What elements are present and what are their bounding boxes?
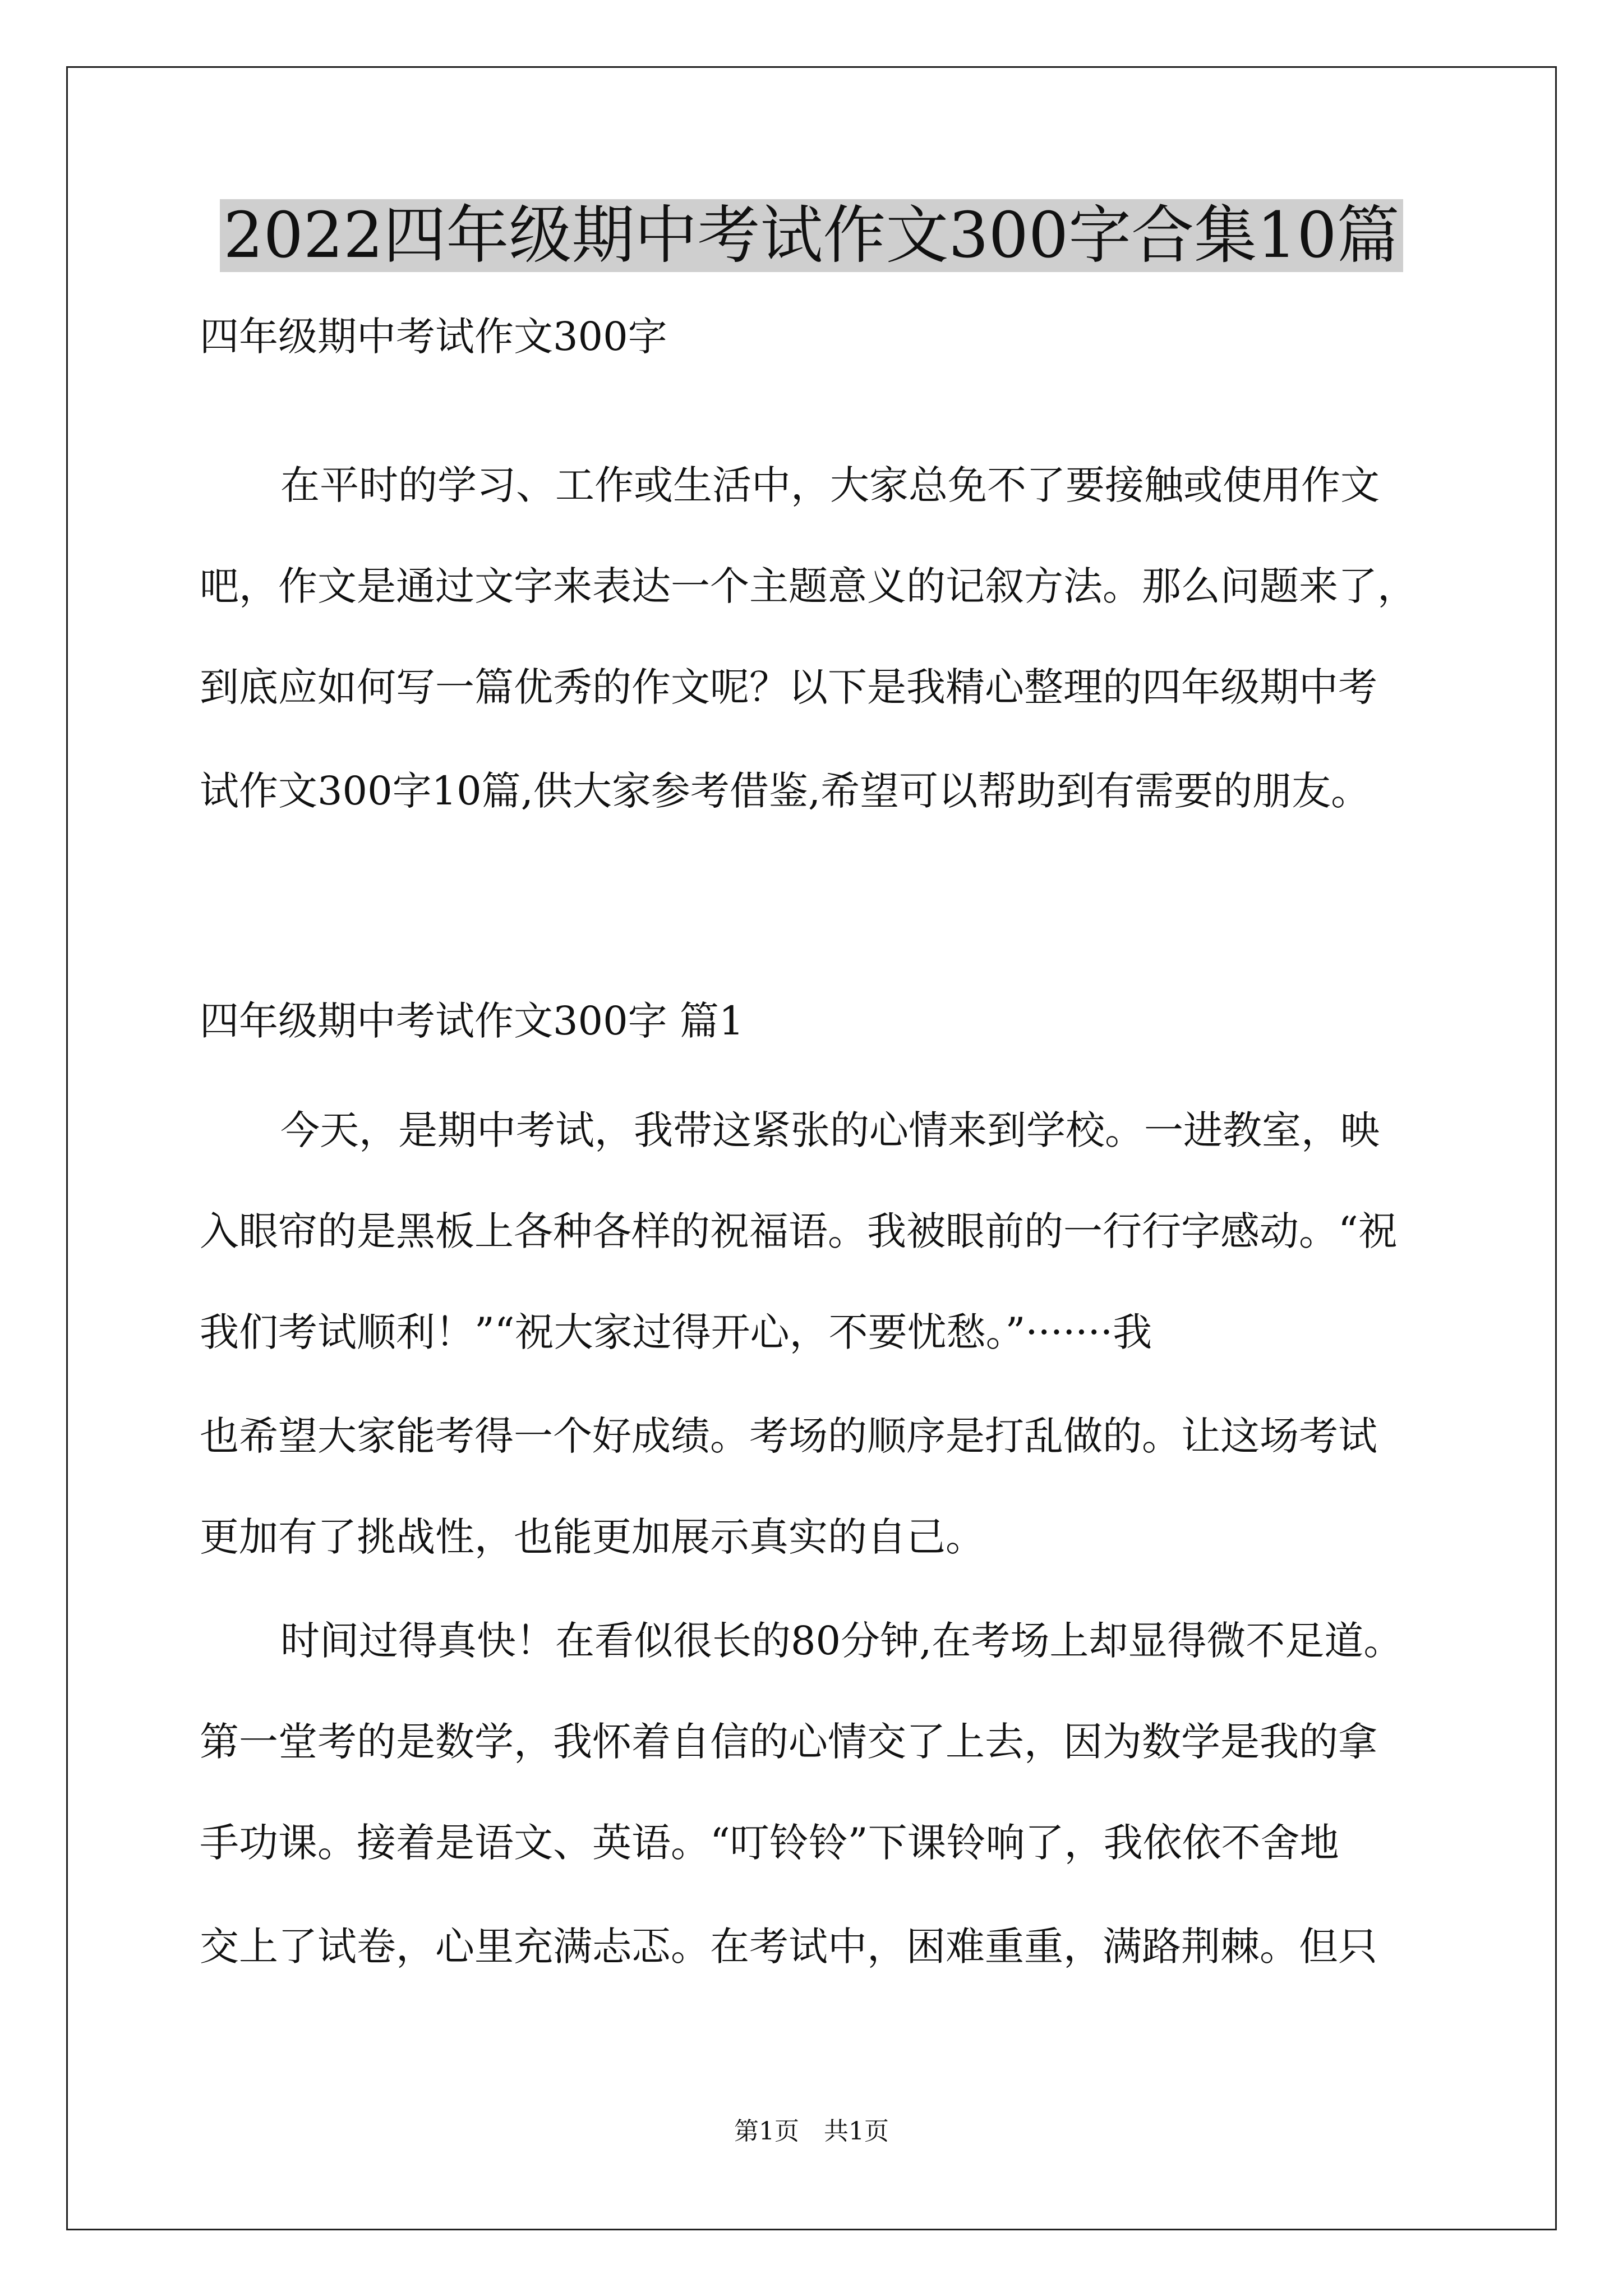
page-footer [0, 2115, 1623, 2148]
intro-line: 在平时的学习、工作或生活中，大家总免不了要接触或使用作文 [280, 462, 1380, 508]
essay1-p2-line: 交上了试卷，心里充满忐忑。在考试中，困难重重，满路荆棘。但只 [200, 1924, 1377, 1970]
essay1-heading: 四年级期中考试作文300字 篇1 [200, 998, 744, 1044]
intro-line: 吧，作文是通过文字来表达一个主题意义的记叙方法。那么问题来了， [200, 563, 1417, 609]
page-total: 共1页 [824, 2117, 889, 2146]
essay1-p1-line: 今天，是期中考试，我带这紧张的心情来到学校。一进教室，映 [280, 1107, 1380, 1153]
essay1-p1-line: 也希望大家能考得一个好成绩。考场的顺序是打乱做的。让这场考试 [200, 1413, 1377, 1459]
essay1-p2-line: 手功课。接着是语文、英语。“叮铃铃”下课铃响了，我依依不舍地 [200, 1820, 1339, 1866]
essay1-p1-line: 入眼帘的是黑板上各种各样的祝福语。我被眼前的一行行字感动。“祝 [200, 1208, 1398, 1254]
intro-heading: 四年级期中考试作文300字 [200, 314, 667, 360]
essay1-p2-line: 第一堂考的是数学，我怀着自信的心情交了上去，因为数学是我的拿 [200, 1719, 1377, 1765]
page-number: 第1页 [734, 2117, 799, 2146]
intro-line: 到底应如何写一篇优秀的作文呢？以下是我精心整理的四年级期中考 [200, 664, 1377, 710]
essay1-p1-line: 更加有了挑战性，也能更加展示真实的自己。 [200, 1514, 985, 1560]
document-title [0, 194, 1623, 278]
essay1-p2-line: 时间过得真快！在看似很长的80分钟,在考场上却显得微不足道。 [280, 1618, 1403, 1664]
essay1-p1-line: 我们考试顺利！”“祝大家过得开心，不要忧愁。”·······我 [200, 1309, 1152, 1355]
document-title-text: 2022四年级期中考试作文300字合集10篇 [220, 199, 1403, 272]
intro-line: 试作文300字10篇,供大家参考借鉴,希望可以帮助到有需要的朋友。 [200, 768, 1371, 814]
